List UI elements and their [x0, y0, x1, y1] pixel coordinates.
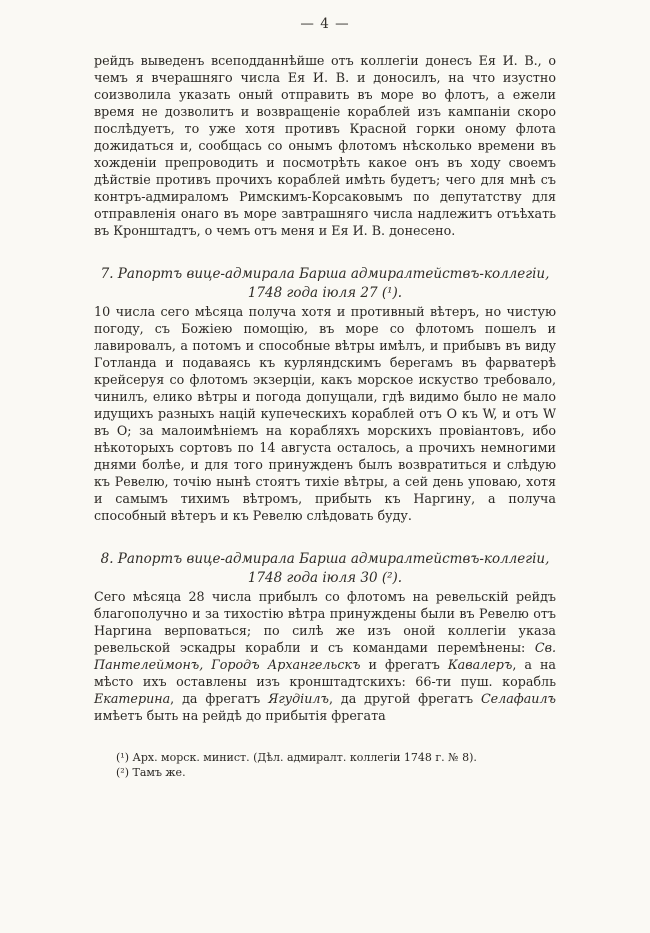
ship-names-segment: Св. Пантелеймонъ, Городъ Архангельскъ [94, 640, 556, 672]
section7-heading [94, 265, 556, 303]
ship-name-segment: Ягудіилъ [268, 691, 329, 706]
section7-body: 10 числа сего мѣсяца получа хотя и противный вѣтеръ, но чистую погоду, съ Божіею помощію, въ море со флотомъ пошелъ и лавировалъ, а потомъ и способные вѣтры имѣлъ, и прибывъ въ виду Готланда и подаваясь къ курляндскимъ берегамъ въ фарватерѣ крейсеруя со флотомъ экзерціи, какъ морское искуство требовало, чинилъ, елико вѣтры и погода допущали, гдѣ видимо было не мало идущихъ разныхъ націй купеческихъ кораблей отъ O къ W, и отъ W въ O; за малоимѣніемъ на корабляхъ морскихъ провіантовъ, ибо нѣкоторыхъ сортовъ по 14 августа осталось, а прочихъ немногими днями болѣе, и для того принужденъ былъ возвратиться и слѣдую къ Ревелю, точію нынѣ стоятъ тихіе вѣтры, а сей день уповаю, хотя и самымъ тихимъ вѣтромъ, прибыть къ Наргину, а получа способный вѣтеръ и къ Ревелю слѣдовать буду. [94, 304, 556, 523]
section7-heading-line2: 1748 года іюля 27 (¹). [247, 285, 403, 301]
footnotes-block [94, 750, 556, 780]
ship-name-segment: Селафаилъ [480, 691, 557, 706]
footnote: (¹) Арх. морск. минист. (Дѣл. адмиралт. коллегіи 1748 г. № 8). [116, 751, 477, 764]
section8-heading-line1: 8. Рапортъ вице-адмирала Барша адмиралтействъ-коллегіи, [100, 551, 550, 567]
text-segment: , да другой фрегатъ [328, 691, 481, 706]
ship-name-segment: Кавалеръ [447, 657, 513, 672]
text-segment: , да фрегатъ [170, 691, 269, 706]
text-block [94, 52, 556, 780]
section7-heading-line1: 7. Рапортъ вице-адмирала Барша адмиралтействъ-коллегіи, [100, 266, 550, 282]
ship-name-segment: Екатерина [94, 691, 171, 706]
section8-body [94, 588, 556, 724]
intro-paragraph: рейдъ выведенъ всеподданнѣйше отъ коллегіи донесъ Ея И. В., о чемъ я вчерашняго числа Ея И. В. и доносилъ, на что изустно соизволила указать оный отправить въ море во флотъ, а ежели время не дозволитъ и возвращеніе кораблей изъ кампаніи скоро послѣдуетъ, то уже хотя противъ Красной горки оному флота дожидаться и, сообщась со онымъ флотомъ нѣсколько времени въ хожденіи препроводить и посмотрѣть какое онъ въ ходу своемъ дѣйствіе противъ прочихъ кораблей имѣть будетъ; чего для мнѣ съ контръ-адмираломъ Римскимъ-Корсаковымъ по депутатству для отправленія онаго въ море завтрашняго числа надлежитъ отъѣхать въ Кронштадтъ, о чемъ отъ меня и Ея И. В. донесено. [94, 53, 556, 238]
section8-heading-line2: 1748 года іюля 30 (²). [247, 570, 403, 586]
section8-heading [94, 550, 556, 588]
page-number-header: — 4 — [300, 16, 350, 32]
text-segment: , а на мѣсто ихъ оставлены изъ кронштадтскихъ: 66-ти пуш. корабль [94, 657, 556, 689]
text-segment: Сего мѣсяца 28 числа прибылъ со флотомъ на ревельскій рейдъ благополучно и за тихостію вѣтра принуждены были въ Ревелю отъ Наргина верповаться; по силѣ же изъ оной коллегіи указа ревельской эскадры корабли и съ командами перемѣнены: [94, 589, 556, 655]
text-segment: имѣетъ быть на рейдѣ до прибытія фрегата [94, 708, 386, 723]
text-segment: и фрегатъ [360, 657, 448, 672]
footnote: (²) Тамъ же. [116, 766, 186, 779]
